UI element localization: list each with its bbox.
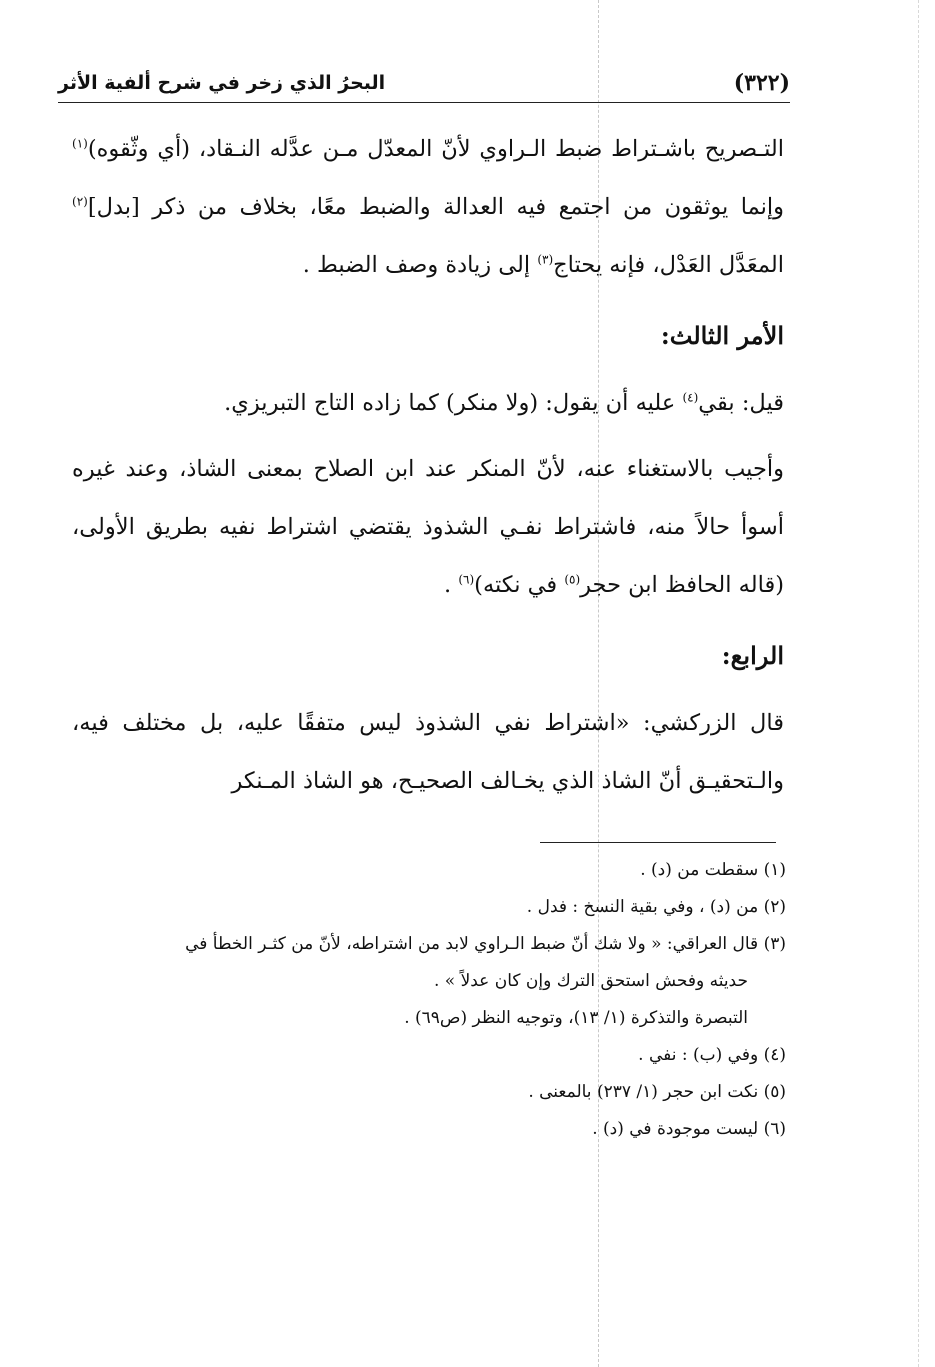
- spacer: [72, 614, 784, 622]
- paragraph-1-text-c: المعَدَّل العَدْل، فإنه يحتاج: [553, 252, 784, 278]
- paragraph-3-text-a: وأجيب بالاستغناء عنه، لأنّ المنكر عند ابن الصلاح بمعنى الشاذ، وعند غيره أسوأ حالاً منه، فاشتراط نفـي الشذوذ يقتضي اشتراط نفيه بطريق الأولى، (قاله الحافظ ابن حجر: [72, 456, 784, 598]
- page-header: [58, 58, 790, 98]
- footnote-3-source: التبصرة والتذكرة (١/ ١٣)، وتوجيه النظر (ص٦٩) .: [404, 1008, 748, 1028]
- scan-edge-line: [918, 0, 919, 1367]
- footnote-ref-2: (٢): [72, 194, 88, 209]
- page-number: (٣٢٢): [733, 70, 790, 96]
- section-heading-fourth: الرابع:: [721, 641, 784, 670]
- footnote-4: (٤) وفي (ب) : نفي .: [638, 1045, 786, 1065]
- paragraph-3-text-c: .: [444, 572, 459, 598]
- footnote-3-continuation: حديثه وفحش استحق الترك وإن كان عدلاً » .: [433, 971, 748, 991]
- paragraph-1-text-d: إلى زيادة وصف الضبط .: [302, 252, 538, 278]
- footnote-ref-1: (١): [72, 136, 88, 151]
- footnote-ref-4: (٤): [682, 390, 699, 405]
- section-heading-third: الأمر الثالث:: [660, 321, 784, 350]
- footnote-separator: [540, 842, 776, 843]
- paragraph-4: قال الزركشي: «اشتراط نفي الشذوذ ليس متفقًا عليه، بل مختلف فيه، والـتحقيـق أنّ الشاذ الذي يخـالف الصحيـح، هو الشاذ المـنكر: [72, 710, 784, 794]
- paragraph-1-text-a: التـصريح باشـتراط ضبط الـراوي لأنّ المعدّل مـن عدَّله النـقاد، (أي وثّقوه): [87, 136, 784, 162]
- paragraph-2: [72, 374, 784, 432]
- footnote-ref-6: (٦): [458, 572, 475, 587]
- paragraph-3-text-b: في نكته): [474, 572, 565, 598]
- spacer: [72, 432, 784, 440]
- footnote-6: (٦) ليست موجودة في (د) .: [592, 1119, 786, 1139]
- spacer: [72, 294, 784, 302]
- paragraph-3: [72, 440, 784, 614]
- footnotes: [72, 852, 786, 1148]
- running-title: البحرُ الذي زخر في شرح ألفية الأثر: [58, 72, 386, 94]
- footnote-3: (٣) قال العراقي: « ولا شك أنّ ضبط الـراوي لابد من اشتراطه، لأنّ من كثـر الخطأ في: [185, 934, 786, 954]
- footnote-5: (٥) نكت ابن حجر (١/ ٢٣٧) بالمعنى .: [528, 1082, 786, 1102]
- main-text: [72, 120, 784, 810]
- footnote-2: (٢) من (د) ، وفي بقية النسخ : فدل .: [526, 897, 786, 917]
- paragraph-2-text-b: عليه أن يقول: (ولا منكر) كما زاده التاج التبريزي.: [224, 390, 683, 416]
- header-rule: [58, 102, 790, 103]
- footnote-1: (١) سقطت من (د) .: [640, 860, 786, 880]
- paragraph-1: [72, 120, 784, 294]
- paragraph-2-text-a: قيل: بقي: [698, 390, 784, 416]
- footnote-ref-5: (٥): [564, 572, 581, 587]
- footnote-ref-3: (٣): [537, 252, 554, 267]
- paragraph-1-text-b: وإنما يوثقون من اجتمع فيه العدالة والضبط معًا، بخلاف من ذكر [بدل]: [87, 194, 784, 220]
